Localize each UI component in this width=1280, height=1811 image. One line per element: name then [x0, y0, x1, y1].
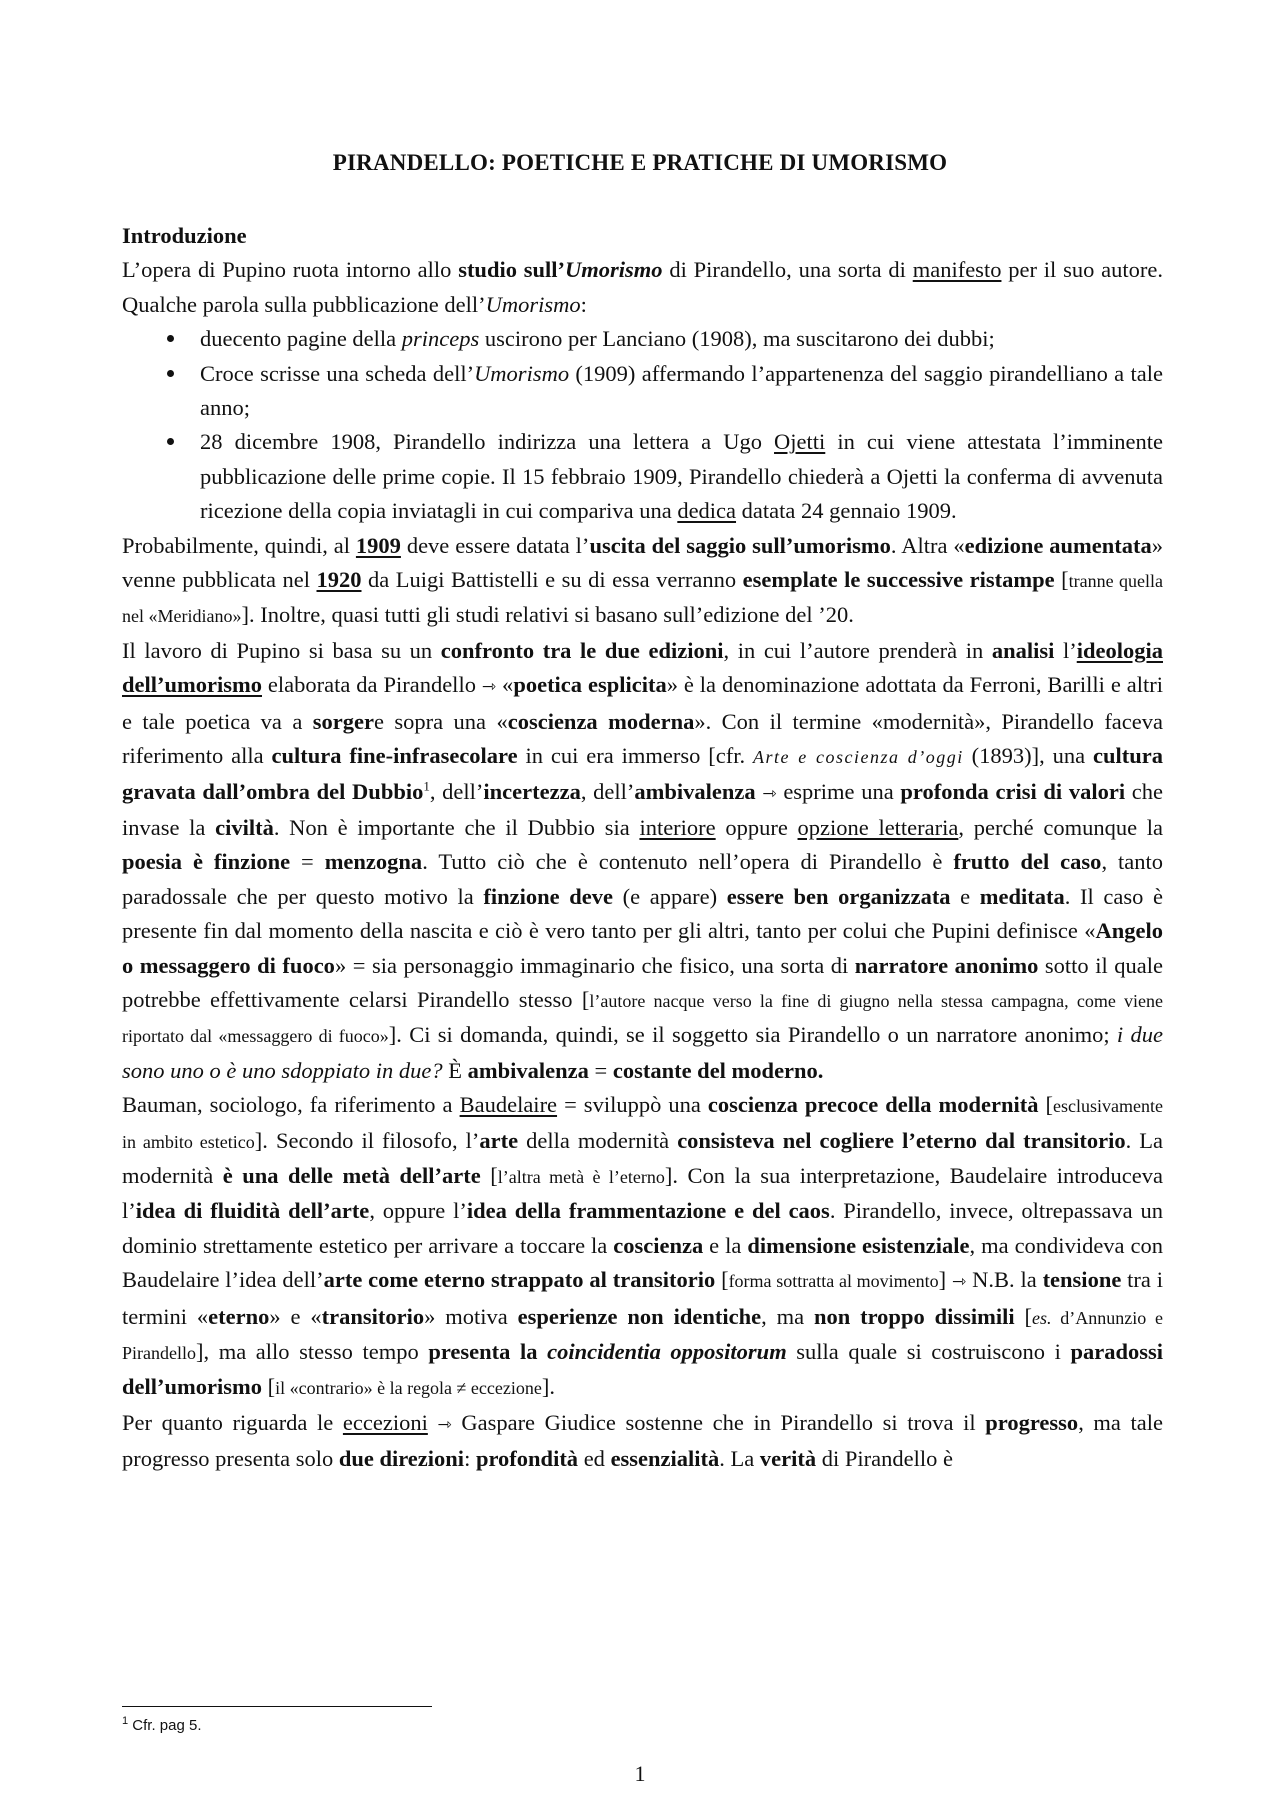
text: della modernità — [518, 1127, 678, 1153]
small-text: l’altra metà è l’eterno — [497, 1166, 665, 1187]
text: , ma condivideva con Baudelaire l’idea dell’ — [122, 1232, 1163, 1293]
text: sotto il quale potrebbe effettivamente celarsi Pirandello stesso [ — [122, 952, 1163, 1012]
text: e la — [703, 1232, 748, 1258]
underlined-text: dedica — [677, 498, 737, 524]
bold-text: narratore anonimo — [854, 952, 1039, 978]
text: in cui era immerso [cfr. — [517, 743, 754, 769]
small-text: il «contrario» è la regola ≠ eccezione — [275, 1378, 542, 1399]
text: = sviluppò una — [557, 1092, 708, 1118]
text: » motiva — [424, 1303, 518, 1329]
text: , in cui l’autore prenderà in — [723, 637, 992, 663]
footnote — [122, 1717, 202, 1734]
bold-text: sorger — [312, 708, 374, 734]
text: « — [496, 672, 514, 698]
text: » e « — [269, 1303, 322, 1329]
text: l’ — [1054, 637, 1077, 663]
bold-text: due direzioni — [338, 1446, 465, 1472]
footnote-divider — [122, 1706, 432, 1707]
paragraph-ideology — [122, 634, 1163, 1088]
text: Il lavoro di Pupino si basa su un — [122, 637, 441, 663]
text: [ — [262, 1374, 276, 1400]
text: Croce scrisse una scheda dell’ — [200, 360, 475, 386]
text: . Il caso è presente fin dal momento della nascita e ciò è vero tanto per gli altri, tanto per colui che Pupini definisce « — [122, 883, 1163, 944]
paragraph-exceptions — [122, 1406, 1163, 1477]
bold-text: ambivalenza — [467, 1057, 589, 1083]
bold-text: arte come eterno strappato al transitorio — [323, 1267, 716, 1293]
bold-text: cultura gravata dall’ombra del Dubbio — [122, 743, 1164, 804]
text: » è la denominazione adottata da Ferroni, Barilli e altri e tale poetica va a — [122, 672, 1163, 734]
text: È — [442, 1057, 468, 1083]
text: . La modernità — [122, 1127, 1163, 1188]
bold-text: verità — [759, 1446, 817, 1472]
text: = — [588, 1057, 613, 1083]
bold-text: costante del moderno. — [612, 1057, 824, 1083]
underlined-text: interiore — [639, 814, 716, 840]
text: , oppure l’ — [369, 1198, 467, 1224]
bold-text: civiltà — [215, 814, 274, 840]
bold-text: finzione deve — [483, 883, 613, 909]
text: . Altra « — [890, 532, 965, 558]
italic-text: princeps — [401, 326, 480, 352]
bold-text: essenzialità — [610, 1446, 720, 1472]
text: L’opera di Pupino ruota intorno allo — [122, 257, 459, 283]
italic-text: i due sono uno o è uno sdoppiato in due? — [122, 1022, 1163, 1083]
text: per il suo autore. Qualche parola sulla pubblicazione dell’ — [122, 257, 1163, 317]
text: = — [290, 849, 325, 875]
text: da Luigi Battistelli e su di essa verranno — [361, 567, 743, 593]
bold-text: uscita del saggio sull’umorismo — [589, 532, 891, 558]
text: ]. Con la sua interpretazione, Baudelaire introduceva l’ — [122, 1162, 1163, 1224]
bold-text: profonda crisi di valori — [900, 778, 1126, 804]
arrow-icon: ⇾ — [481, 677, 497, 698]
bold-text: dimensione esistenziale — [747, 1232, 970, 1258]
paragraph-baudelaire — [122, 1088, 1163, 1406]
text: (1893)], una — [963, 743, 1094, 769]
text: di Pirandello, una sorta di — [662, 257, 913, 283]
bold-underlined-text: 1920 — [316, 567, 362, 593]
body-text — [122, 219, 1163, 1477]
text: duecento pagine della — [200, 326, 402, 352]
intro-paragraph — [122, 253, 1163, 322]
bold-text: paradossi dell’umorismo — [122, 1339, 1163, 1400]
small-text: d’Annunzio e Pirandello — [122, 1307, 1163, 1363]
text: ] — [938, 1267, 953, 1293]
bold-underlined-text: ideologia dell’umorismo — [122, 637, 1163, 698]
bold-text: ambivalenza — [634, 778, 756, 804]
bullet-list — [122, 322, 1163, 528]
text: 28 dicembre 1908, Pirandello indirizza una lettera a Ugo — [200, 429, 775, 455]
bold-text: frutto del caso — [953, 849, 1102, 875]
bold-text: poetica esplicita — [513, 672, 667, 698]
bold-text: arte — [479, 1127, 519, 1153]
bold-text: coscienza precoce della modernità — [707, 1092, 1039, 1118]
text: [ — [715, 1267, 729, 1293]
bold-text: studio sull’ — [458, 257, 566, 283]
bold-text: è una delle metà dell’arte — [222, 1162, 481, 1188]
bold-text: essere ben organizzata — [726, 883, 951, 909]
text: [ — [1038, 1092, 1054, 1118]
text: » venne pubblicata nel — [122, 532, 1163, 593]
italic-text: Arte e coscienza d’oggi — [753, 747, 964, 768]
bold-text: Angelo o messaggero di fuoco — [122, 918, 1163, 978]
arrow-icon: ⇾ — [952, 1272, 967, 1293]
footnote-marker: 1 — [122, 1715, 129, 1727]
arrow-icon: ⇾ — [762, 783, 777, 804]
text: [ — [1014, 1303, 1032, 1329]
underlined-text: eccezioni — [342, 1409, 428, 1435]
underlined-text: Ojetti — [774, 429, 826, 455]
bold-text: menzogna — [324, 849, 423, 875]
text: ». Con il termine «modernità», Pirandello faceva riferimento alla — [122, 708, 1164, 769]
text: ]. Ci si domanda, quindi, se il soggetto sia Pirandello o un narratore anonimo; — [388, 1022, 1117, 1048]
bold-text: tensione — [1042, 1267, 1122, 1293]
underlined-text: opzione letteraria — [797, 814, 959, 840]
bold-text: poesia è finzione — [122, 849, 291, 875]
text: oppure — [715, 814, 798, 840]
text: . La — [719, 1446, 760, 1472]
small-text: tranne quella nel «Meridiano» — [122, 571, 1163, 627]
text: ed — [578, 1446, 611, 1472]
italic-text: es. — [1032, 1307, 1052, 1328]
small-text: esclusivamente in ambito estetico — [122, 1096, 1163, 1152]
list-item — [200, 357, 1163, 426]
bold-text: incertezza — [483, 778, 581, 804]
text: : — [580, 291, 587, 317]
section-heading: Introduzione — [122, 223, 247, 248]
bold-text: esemplate le successive ristampe — [742, 567, 1055, 593]
bold-text: eterno — [208, 1303, 270, 1329]
text: ]. Secondo il filosofo, l’ — [254, 1127, 480, 1153]
bold-text: analisi — [991, 637, 1055, 663]
text: » = sia personaggio immaginario che fisico, una sorta di — [334, 952, 855, 978]
footnote-ref: 1 — [423, 778, 430, 793]
text: . Tutto ciò che è contenuto nell’opera di Pirandello è — [422, 849, 954, 875]
bold-text: transitorio — [321, 1303, 425, 1329]
bold-text: esperienze non identiche — [517, 1303, 762, 1329]
text: , ma — [761, 1303, 814, 1329]
bold-text: idea di fluidità dell’arte — [135, 1198, 370, 1224]
text: (e appare) — [612, 883, 727, 909]
bold-italic-text: Umorismo — [565, 257, 663, 283]
bold-text: consisteva nel cogliere l’eterno dal transitorio — [677, 1127, 1126, 1153]
text: . Pirandello, invece, oltrepassava un dominio strettamente estetico per arrivare a toccare la — [122, 1198, 1163, 1258]
bold-text: edizione aumentata — [964, 532, 1152, 558]
text: , dell’ — [580, 778, 635, 804]
text: esprime una — [776, 778, 901, 804]
page-number: 1 — [634, 1761, 646, 1786]
text: ]. Inoltre, quasi tutti gli studi relativi si basano sull’edizione del ’20. — [241, 602, 854, 628]
bold-text: coscienza moderna — [507, 708, 695, 734]
text: , tanto paradossale che per questo motivo la — [122, 849, 1163, 909]
bold-text: profondità — [475, 1446, 579, 1472]
text: datata 24 gennaio 1909. — [736, 498, 957, 524]
text: e — [950, 883, 980, 909]
underlined-text: Baudelaire — [459, 1092, 558, 1118]
paragraph-dating — [122, 529, 1163, 634]
bold-text: idea della frammentazione e del caos — [466, 1198, 830, 1224]
text: Bauman, sociologo, fa riferimento a — [122, 1092, 460, 1118]
arrow-icon: ⇾ — [437, 1414, 452, 1435]
text: in cui viene attestata l’imminente pubblicazione delle prime copie. Il 15 febbraio 1909, Pirandello chiederà a Ojetti la conferma di avvenuta ricezione della copia inviatagli in cui compariva una — [200, 429, 1163, 524]
text: , dell’ — [429, 778, 484, 804]
bold-text: presenta la — [428, 1339, 548, 1364]
list-item — [200, 425, 1163, 528]
italic-text: Umorismo — [485, 291, 581, 317]
text: , perché comunque la — [958, 814, 1164, 840]
italic-text: Umorismo — [474, 360, 570, 386]
text: di Pirandello è — [816, 1446, 953, 1472]
text: che invase la — [122, 778, 1164, 840]
text: Probabilmente, quindi, al — [122, 532, 356, 558]
text: e sopra una « — [373, 708, 508, 734]
bold-text: non troppo dissimili — [813, 1303, 1015, 1329]
underlined-text: manifesto — [912, 257, 1002, 283]
text: , ma tale progresso presenta solo — [122, 1409, 1164, 1472]
text: ]. — [541, 1374, 555, 1400]
footnote-text: Cfr. pag 5. — [128, 1717, 202, 1734]
text: ], ma allo stesso tempo — [196, 1339, 429, 1364]
bold-underlined-text: 1909 — [355, 532, 401, 558]
text: Per quanto riguarda le — [122, 1409, 343, 1435]
bold-italic-text: coincidentia oppositorum — [547, 1339, 787, 1364]
text: uscirono per Lanciano (1908), ma suscitarono dei dubbi; — [479, 326, 995, 352]
text: : — [464, 1446, 476, 1472]
text: tra i termini « — [122, 1267, 1163, 1329]
text: [ — [1054, 567, 1069, 593]
small-text: forma sottratta al movimento — [728, 1271, 939, 1292]
text: (1909) affermando l’appartenenza del saggio pirandelliano a tale anno; — [200, 360, 1163, 421]
text: elaborata da Pirandello — [262, 672, 482, 698]
text: Gaspare Giudice sostenne che in Pirandello si trova il — [451, 1409, 986, 1435]
bold-text: meditata — [979, 883, 1065, 909]
text: deve essere datata l’ — [400, 532, 590, 558]
small-text: l’autore nacque verso la fine di giugno nella stessa campagna, come viene riportato dal «messaggero di fuoco» — [122, 990, 1163, 1047]
bold-text: cultura fine-infrasecolare — [271, 743, 518, 769]
bold-text: coscienza — [613, 1232, 704, 1258]
page-title: PIRANDELLO: POETICHE E PRATICHE DI UMORISMO — [332, 150, 948, 175]
text: N.B. la — [966, 1267, 1043, 1293]
list-item — [200, 322, 1163, 356]
text: sulla quale si costruiscono i — [786, 1339, 1071, 1364]
text: [ — [480, 1162, 498, 1188]
bold-text: confronto tra le due edizioni — [440, 637, 724, 663]
bold-text: progresso — [985, 1409, 1079, 1435]
text: . Non è importante che il Dubbio sia — [273, 814, 640, 840]
